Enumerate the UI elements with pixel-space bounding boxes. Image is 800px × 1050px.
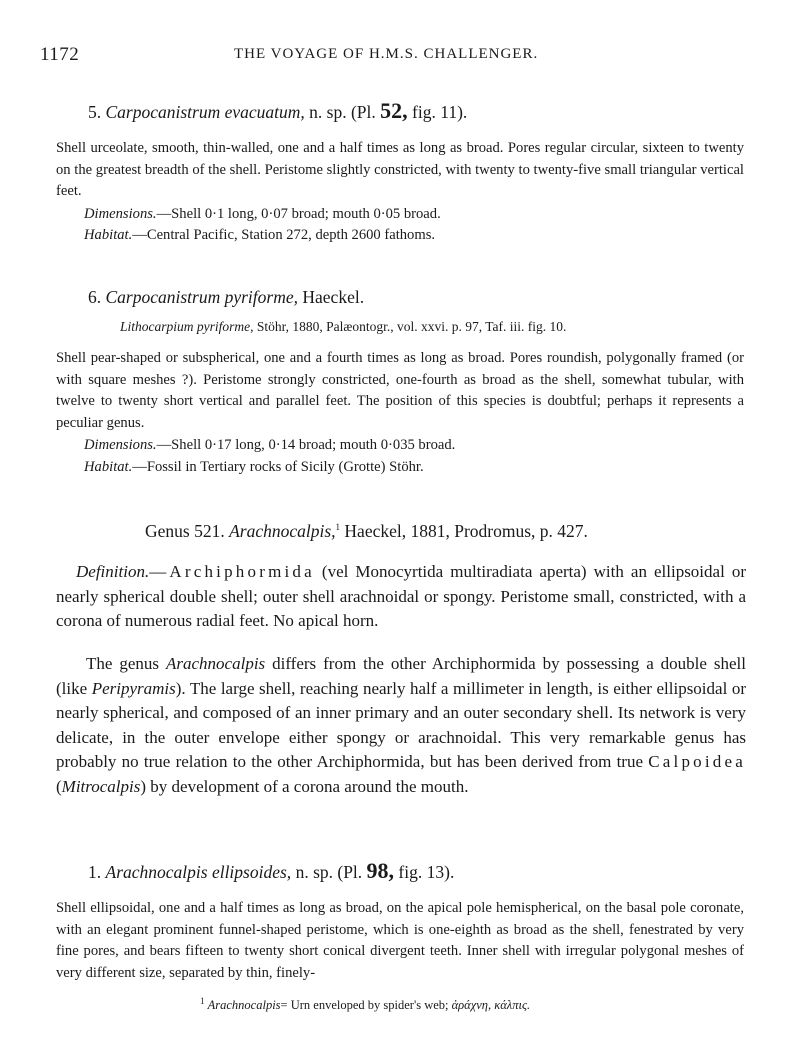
species-6-description: Shell pear-shaped or subspherical, one and a fourth times as long as broad. Pores roundish, polygonally framed (or with square meshes ?). Peristome strongly constricted, one-fourth as broad as the shell, somewhat tubular, with twelve to twenty short vertical and parallel feet. The position of this species is doubtful; perhaps it represents a peculiar genus. bbox=[56, 350, 744, 431]
species-1-heading bbox=[88, 858, 454, 884]
definition-text: (vel Monocyrtida multiradiata aperta) with an ellipsoidal or nearly spherical double shell; outer shell arachnoidal or spongy. Peristome small, constricted, with a corona of numerous radial feet. No apical horn. bbox=[56, 562, 746, 630]
genus-discussion bbox=[56, 652, 746, 799]
footnote-text: = Urn enveloped by spider's web; bbox=[280, 998, 449, 1013]
footnote-marker: 1 bbox=[200, 996, 205, 1006]
definition-label: Definition. bbox=[76, 562, 150, 581]
genus-ref: Mitrocalpis bbox=[61, 776, 141, 796]
species-name: Carpocanistrum evacuatum, bbox=[105, 102, 305, 122]
dimensions-label: Dimensions. bbox=[84, 206, 157, 222]
species-1-description: Shell ellipsoidal, one and a half times as long as broad, on the apical pole hemispherical, on the basal pole coronate, with an elegant prominent funnel-shaped peristome, which is one-eighth as broad as the shell, fenestrated by very fine pores, and bears fifteen to twenty short conical divergent teeth. Inner shell with irregular polygonal meshes of very different size, separated by thin, finely- bbox=[56, 900, 744, 981]
genus-name: Arachnocalpis, bbox=[229, 521, 336, 541]
genus-name-ref: Arachnocalpis bbox=[166, 654, 266, 673]
species-5-heading bbox=[88, 98, 467, 124]
discussion-text: ). The large shell, reaching nearly half a millimeter in length, is either ellipsoidal or nearly spherical, and composed of an inner primary and an outer secondary shell. Its network is very delicate, in the outer envelope either spongy or arachnoidal. This very remarkable genus has probably no true relation to the other Archiphormida, but has been derived from true bbox=[56, 678, 746, 771]
synonym-name: Lithocarpium pyriforme, bbox=[120, 319, 254, 334]
species-author: Haeckel. bbox=[302, 287, 365, 307]
species-5-habitat bbox=[84, 225, 435, 246]
genus-ref: Peripyramis bbox=[91, 678, 176, 698]
page-number: 1172 bbox=[40, 44, 80, 65]
species-6-dimensions bbox=[84, 435, 455, 456]
footnote-term: Arachnocalpis bbox=[207, 998, 281, 1013]
genus-prefix: Genus 521. bbox=[145, 521, 225, 541]
habitat-text: —Fossil in Tertiary rocks of Sicily (Grotte) Stöhr. bbox=[132, 459, 424, 475]
discussion-text: The genus bbox=[86, 654, 160, 673]
species-5-dimensions bbox=[84, 204, 441, 225]
plate-number: 52, bbox=[380, 98, 408, 123]
footnote bbox=[200, 996, 530, 1013]
genus-definition bbox=[56, 560, 746, 634]
dimensions-text: —Shell 0·17 long, 0·14 broad; mouth 0·035 broad. bbox=[156, 437, 456, 453]
habitat-label: Habitat. bbox=[84, 459, 133, 475]
species-name: Arachnocalpis ellipsoides, bbox=[105, 862, 292, 882]
species-number: 1. bbox=[88, 862, 102, 882]
species-5-description: Shell urceolate, smooth, thin-walled, one and a half times as long as broad. Pores regular circular, sixteen to twenty on the greatest breadth of the shell. Peristome slightly constricted, with twenty to twenty-five small triangular vertical feet. bbox=[56, 140, 744, 199]
dimensions-label: Dimensions. bbox=[84, 437, 157, 453]
footnote-greek: ἀράχνη, κάλπις. bbox=[451, 998, 531, 1013]
species-status: n. sp. (Pl. bbox=[295, 862, 363, 882]
species-name: Carpocanistrum pyriforme, bbox=[105, 287, 298, 307]
species-6-habitat bbox=[84, 457, 424, 478]
habitat-text: —Central Pacific, Station 272, depth 2600 fathoms. bbox=[132, 227, 436, 243]
genus-citation: Haeckel, 1881, Prodromus, p. 427. bbox=[344, 521, 588, 541]
dimensions-text: —Shell 0·1 long, 0·07 broad; mouth 0·05 broad. bbox=[156, 206, 441, 222]
taxon-term: Calpoidea bbox=[648, 752, 746, 771]
synonym-reference: Stöhr, 1880, Palæontogr., vol. xxvi. p. 97, Taf. iii. fig. 10. bbox=[256, 319, 567, 334]
definition-term: —Archiphormida bbox=[149, 562, 315, 581]
species-number: 5. bbox=[88, 102, 102, 122]
discussion-text: differs from the other Archiphormida by possessing a double shell (like bbox=[56, 654, 747, 698]
figure-ref: fig. 11). bbox=[412, 102, 468, 122]
plate-number: 98, bbox=[366, 858, 395, 883]
species-status: n. sp. (Pl. bbox=[309, 102, 376, 122]
footnote-marker: 1 bbox=[335, 522, 341, 533]
figure-ref: fig. 13). bbox=[398, 862, 455, 882]
species-6-heading bbox=[88, 287, 364, 308]
genus-heading bbox=[145, 521, 588, 542]
species-number: 6. bbox=[88, 287, 102, 307]
habitat-label: Habitat. bbox=[84, 227, 133, 243]
species-6-synonym bbox=[120, 319, 566, 335]
discussion-text: ( bbox=[56, 776, 62, 796]
discussion-text: ) by development of a corona around the mouth. bbox=[140, 776, 469, 796]
running-title: THE VOYAGE OF H.M.S. CHALLENGER. bbox=[234, 46, 539, 62]
running-head bbox=[40, 44, 760, 68]
